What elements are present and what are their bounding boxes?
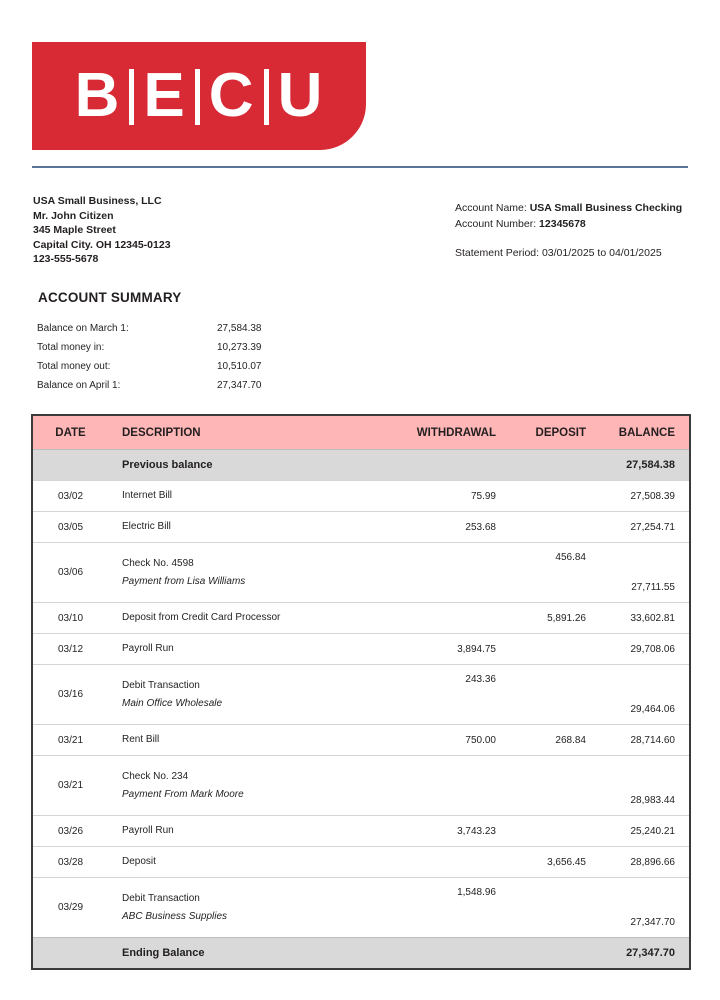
logo-plate — [32, 42, 366, 150]
header-divider — [32, 166, 688, 168]
account-summary-table — [37, 322, 327, 398]
row-withdrawal — [398, 847, 510, 878]
row-withdrawal — [398, 756, 510, 816]
logo-divider-icon — [195, 69, 200, 125]
row-description-main: Electric Bill — [122, 521, 171, 532]
row-withdrawal — [398, 543, 510, 603]
row-deposit: 268.84 — [510, 725, 600, 756]
transactions-table — [31, 414, 691, 970]
row-withdrawal: 243.36 — [398, 665, 510, 725]
address-line: USA Small Business, LLC — [33, 195, 162, 207]
previous-balance-withdrawal — [398, 450, 510, 481]
row-description-main: Check No. 234 — [122, 770, 189, 782]
row-description-sub: ABC Business Supplies — [122, 910, 228, 922]
row-description — [108, 756, 398, 816]
transactions-body — [32, 450, 690, 970]
row-withdrawal — [398, 603, 510, 634]
row-description-main: Debit Transaction — [122, 679, 200, 691]
row-description — [108, 665, 398, 725]
logo-letter-c: C — [208, 61, 255, 130]
row-withdrawal: 750.00 — [398, 725, 510, 756]
row-description — [108, 512, 398, 543]
summary-row — [37, 360, 327, 379]
table-row — [32, 634, 690, 665]
summary-row — [37, 322, 327, 341]
table-row — [32, 878, 690, 938]
address-line: Capital City. OH 12345-0123 — [33, 238, 171, 251]
previous-balance-date — [32, 450, 108, 481]
account-number-value: 12345678 — [539, 218, 586, 230]
transactions-header-row — [32, 415, 690, 450]
row-description-sub: Main Office Wholesale — [122, 697, 223, 709]
row-balance: 29,464.06 — [600, 665, 690, 725]
row-date: 03/16 — [32, 665, 108, 725]
row-description-main: Payroll Run — [122, 825, 174, 836]
row-description-main: Debit Transaction — [122, 892, 200, 904]
table-row — [32, 603, 690, 634]
row-deposit: 3,656.45 — [510, 847, 600, 878]
column-header-deposit: DEPOSIT — [510, 415, 600, 450]
row-balance: 27,508.39 — [600, 481, 690, 512]
row-withdrawal: 3,743.23 — [398, 816, 510, 847]
row-date: 03/06 — [32, 543, 108, 603]
account-name-row — [455, 200, 682, 216]
row-deposit — [510, 665, 600, 725]
row-deposit — [510, 634, 600, 665]
row-date: 03/28 — [32, 847, 108, 878]
column-header-date: DATE — [32, 415, 108, 450]
column-header-balance: BALANCE — [600, 415, 690, 450]
row-balance: 27,254.71 — [600, 512, 690, 543]
account-meta-block — [455, 200, 682, 261]
row-description — [108, 543, 398, 603]
table-row — [32, 756, 690, 816]
ending-balance-label: Ending Balance — [108, 938, 398, 970]
summary-value: 10,510.07 — [217, 361, 262, 372]
row-description — [108, 816, 398, 847]
row-description — [108, 481, 398, 512]
row-description-main: Deposit from Credit Card Processor — [122, 612, 281, 623]
summary-value: 27,584.38 — [217, 323, 262, 334]
column-header-withdrawal: WITHDRAWAL — [398, 415, 510, 450]
summary-row — [37, 341, 327, 360]
row-description-sub: Payment from Lisa Williams — [122, 575, 246, 587]
row-balance: 28,896.66 — [600, 847, 690, 878]
row-date: 03/21 — [32, 756, 108, 816]
row-withdrawal: 75.99 — [398, 481, 510, 512]
table-row — [32, 512, 690, 543]
row-balance: 27,347.70 — [600, 878, 690, 938]
row-balance: 28,983.44 — [600, 756, 690, 816]
row-deposit: 456.84 — [510, 543, 600, 603]
summary-value: 27,347.70 — [217, 380, 262, 391]
row-balance: 27,711.55 — [600, 543, 690, 603]
account-name-value: USA Small Business Checking — [529, 202, 683, 214]
row-description-sub: Payment From Mark Moore — [122, 788, 244, 800]
becu-logo — [32, 42, 366, 150]
address-line: 123-555-5678 — [33, 253, 99, 266]
address-line: 345 Maple Street — [33, 224, 116, 237]
summary-row — [37, 379, 327, 398]
row-date: 03/02 — [32, 481, 108, 512]
logo-letter-e: E — [143, 61, 186, 130]
row-withdrawal: 1,548.96 — [398, 878, 510, 938]
row-description-main: Check No. 4598 — [122, 557, 194, 569]
row-balance: 25,240.21 — [600, 816, 690, 847]
table-row — [32, 665, 690, 725]
row-deposit — [510, 481, 600, 512]
logo-letter-u: U — [277, 61, 324, 130]
row-date: 03/05 — [32, 512, 108, 543]
logo-divider-icon — [264, 69, 269, 125]
customer-address-block — [33, 194, 171, 267]
ending-balance-date — [32, 938, 108, 970]
row-withdrawal: 253.68 — [398, 512, 510, 543]
address-line: Mr. John Citizen — [33, 209, 114, 222]
summary-value: 10,273.39 — [217, 342, 262, 353]
account-number-row — [455, 216, 682, 232]
previous-balance-label: Previous balance — [108, 450, 398, 481]
row-balance: 29,708.06 — [600, 634, 690, 665]
row-description-main: Payroll Run — [122, 643, 174, 654]
account-number-label: Account Number: — [455, 218, 537, 230]
row-description — [108, 878, 398, 938]
row-description-main: Internet Bill — [122, 490, 173, 501]
statement-period: Statement Period: 03/01/2025 to 04/01/2025 — [455, 247, 662, 259]
row-date: 03/10 — [32, 603, 108, 634]
row-deposit — [510, 756, 600, 816]
account-name-label: Account Name: — [455, 202, 527, 214]
table-row — [32, 847, 690, 878]
row-description — [108, 634, 398, 665]
row-description — [108, 603, 398, 634]
row-date: 03/21 — [32, 725, 108, 756]
transactions-header — [32, 415, 690, 450]
table-row — [32, 543, 690, 603]
account-summary-title: ACCOUNT SUMMARY — [38, 290, 182, 305]
row-withdrawal: 3,894.75 — [398, 634, 510, 665]
summary-label: Balance on April 1: — [37, 380, 121, 391]
summary-label: Balance on March 1: — [37, 323, 129, 334]
row-deposit — [510, 816, 600, 847]
row-deposit: 5,891.26 — [510, 603, 600, 634]
row-description — [108, 847, 398, 878]
ending-balance-deposit — [510, 938, 600, 970]
summary-label: Total money in: — [37, 342, 105, 353]
row-date: 03/12 — [32, 634, 108, 665]
row-description — [108, 725, 398, 756]
logo-wordmark — [74, 61, 324, 130]
previous-balance-amount: 27,584.38 — [600, 450, 690, 481]
table-row — [32, 725, 690, 756]
table-row — [32, 816, 690, 847]
summary-label: Total money out: — [37, 361, 111, 372]
row-description-main: Deposit — [122, 856, 156, 867]
row-date: 03/29 — [32, 878, 108, 938]
ending-balance-row — [32, 938, 690, 970]
ending-balance-withdrawal — [398, 938, 510, 970]
row-description-main: Rent Bill — [122, 734, 160, 745]
ending-balance-amount: 27,347.70 — [600, 938, 690, 970]
row-balance: 28,714.60 — [600, 725, 690, 756]
previous-balance-row — [32, 450, 690, 481]
previous-balance-deposit — [510, 450, 600, 481]
row-deposit — [510, 878, 600, 938]
row-date: 03/26 — [32, 816, 108, 847]
row-deposit — [510, 512, 600, 543]
table-row — [32, 481, 690, 512]
row-balance: 33,602.81 — [600, 603, 690, 634]
logo-divider-icon — [129, 69, 134, 125]
column-header-description: DESCRIPTION — [108, 415, 398, 450]
logo-letter-b: B — [74, 61, 121, 130]
